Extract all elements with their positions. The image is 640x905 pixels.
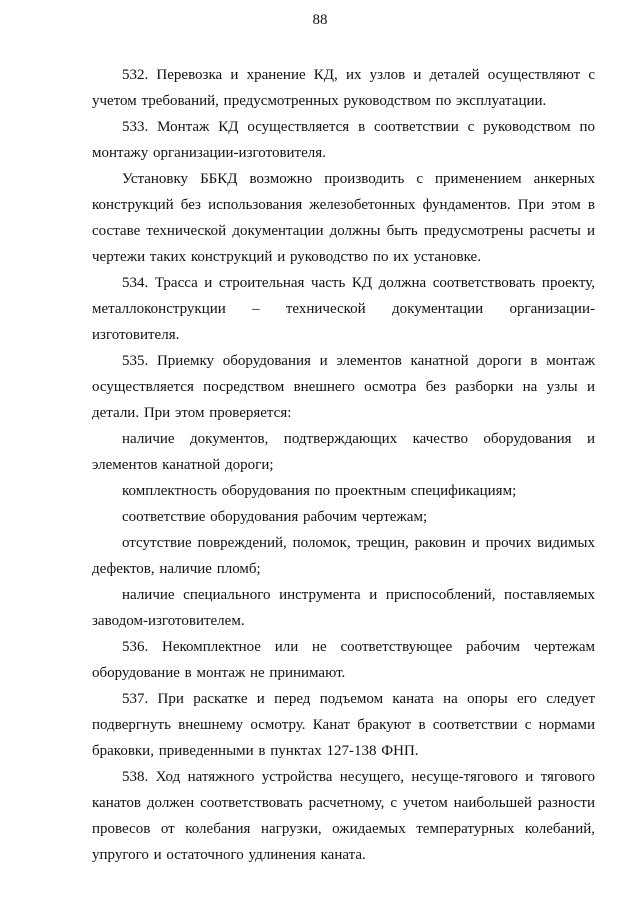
paragraph-537: 537. При раскатке и перед подъемом каната на опоры его следует подвергнуть внешнему осмотру. Канат бракуют в соответствии с нормами браковки, приведенными в пунктах 127-138 ФНП. [92,691,595,759]
list-item-drawings-compliance: соответствие оборудования рабочим чертежам; [122,509,428,525]
page-number: 88 [312,12,328,28]
list-item-documents: наличие документов, подтверждающих качество оборудования и элементов канатной дороги; [92,431,595,473]
paragraph-535: 535. Приемку оборудования и элементов канатной дороги в монтаж осуществляется посредством внешнего осмотра без разборки на узлы и детали. При этом проверяется: [92,353,595,421]
paragraph-533: 533. Монтаж КД осуществляется в соответствии с руководством по монтажу организации-изготовителя. [92,119,595,161]
paragraph-532: 532. Перевозка и хранение КД, их узлов и деталей осуществляют с учетом требований, предусмотренных руководством по эксплуатации. [92,67,595,109]
paragraph-536: 536. Некомплектное или не соответствующее рабочим чертежам оборудование в монтаж не принимают. [92,639,595,681]
list-item-special-tools: наличие специального инструмента и приспособлений, поставляемых заводом-изготовителем. [92,587,595,629]
list-item-completeness: комплектность оборудования по проектным спецификациям; [122,483,517,499]
document-body [92,62,595,868]
list-item-no-damage: отсутствие повреждений, поломок, трещин, раковин и прочих видимых дефектов, наличие пломб; [92,535,595,577]
paragraph-538: 538. Ход натяжного устройства несущего, несуще-тягового и тягового канатов должен соответствовать расчетному, с учетом наибольшей разности провесов от колебания нагрузки, ожидаемых температурных колебаний, упругого и остаточного удлинения каната. [92,769,595,863]
paragraph-534: 534. Трасса и строительная часть КД должна соответствовать проекту, металлоконструкции – технической документации организации-изготовителя. [92,275,595,343]
paragraph-bbkd-installation: Установку ББКД возможно производить с применением анкерных конструкций без использования железобетонных фундаментов. При этом в составе технической документации должны быть предусмотрены расчеты и чертежи таких конструкций и руководство по их установке. [92,171,595,265]
